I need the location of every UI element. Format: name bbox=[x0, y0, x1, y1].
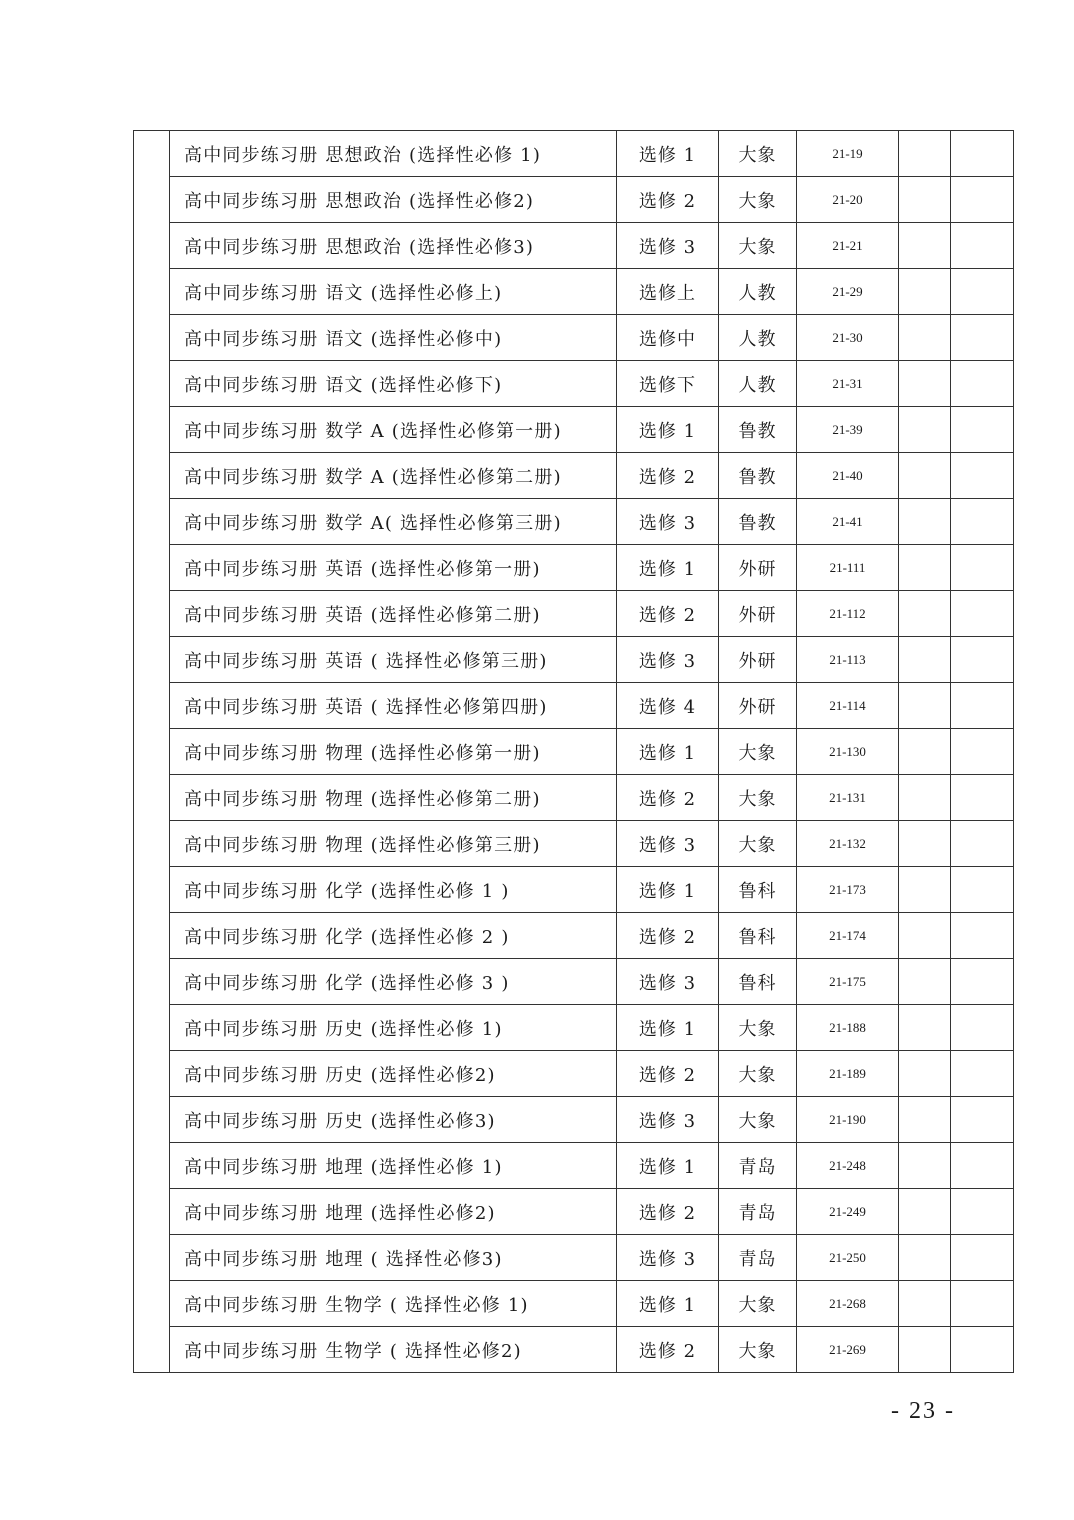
blank-cell-b bbox=[951, 821, 1014, 867]
blank-cell-a bbox=[899, 315, 951, 361]
table-row bbox=[134, 821, 1014, 867]
blank-cell-b bbox=[951, 177, 1014, 223]
book-title-cell: 高中同步练习册 语文 (选择性必修中) bbox=[170, 315, 617, 361]
volume-cell: 选修 3 bbox=[617, 499, 719, 545]
book-title-cell: 高中同步练习册 地理 ( 选择性必修3) bbox=[170, 1235, 617, 1281]
blank-cell-a bbox=[899, 407, 951, 453]
blank-cell-a bbox=[899, 1327, 951, 1373]
blank-cell-a bbox=[899, 637, 951, 683]
blank-cell-b bbox=[951, 959, 1014, 1005]
blank-cell-b bbox=[951, 637, 1014, 683]
blank-cell-a bbox=[899, 453, 951, 499]
publisher-cell: 人教 bbox=[719, 315, 797, 361]
blank-cell-b bbox=[951, 867, 1014, 913]
volume-cell: 选修 3 bbox=[617, 1097, 719, 1143]
blank-cell-a bbox=[899, 591, 951, 637]
publisher-cell: 鲁教 bbox=[719, 407, 797, 453]
publisher-cell: 青岛 bbox=[719, 1143, 797, 1189]
blank-cell-a bbox=[899, 821, 951, 867]
catalog-code-cell: 21-190 bbox=[797, 1097, 899, 1143]
table-row bbox=[134, 361, 1014, 407]
blank-cell-b bbox=[951, 1051, 1014, 1097]
publisher-cell: 外研 bbox=[719, 591, 797, 637]
blank-cell-a bbox=[899, 775, 951, 821]
volume-cell: 选修 4 bbox=[617, 683, 719, 729]
table-row bbox=[134, 177, 1014, 223]
blank-cell-a bbox=[899, 1097, 951, 1143]
publisher-cell: 人教 bbox=[719, 361, 797, 407]
book-title-cell: 高中同步练习册 语文 (选择性必修下) bbox=[170, 361, 617, 407]
book-title-cell: 高中同步练习册 物理 (选择性必修第一册) bbox=[170, 729, 617, 775]
blank-cell-a bbox=[899, 729, 951, 775]
volume-cell: 选修 2 bbox=[617, 1327, 719, 1373]
catalog-code-cell: 21-249 bbox=[797, 1189, 899, 1235]
book-title-cell: 高中同步练习册 英语 ( 选择性必修第四册) bbox=[170, 683, 617, 729]
table-row bbox=[134, 1005, 1014, 1051]
blank-cell-a bbox=[899, 177, 951, 223]
publisher-cell: 大象 bbox=[719, 1051, 797, 1097]
volume-cell: 选修 2 bbox=[617, 591, 719, 637]
publisher-cell: 大象 bbox=[719, 1327, 797, 1373]
blank-cell-b bbox=[951, 1143, 1014, 1189]
publisher-cell: 青岛 bbox=[719, 1189, 797, 1235]
volume-cell: 选修 1 bbox=[617, 545, 719, 591]
catalog-code-cell: 21-188 bbox=[797, 1005, 899, 1051]
table-row bbox=[134, 269, 1014, 315]
volume-cell: 选修 1 bbox=[617, 131, 719, 177]
volume-cell: 选修上 bbox=[617, 269, 719, 315]
blank-cell-a bbox=[899, 545, 951, 591]
catalog-code-cell: 21-19 bbox=[797, 131, 899, 177]
catalog-code-cell: 21-174 bbox=[797, 913, 899, 959]
table-row bbox=[134, 499, 1014, 545]
blank-cell-b bbox=[951, 499, 1014, 545]
book-title-cell: 高中同步练习册 历史 (选择性必修3) bbox=[170, 1097, 617, 1143]
blank-cell-b bbox=[951, 1097, 1014, 1143]
catalog-code-cell: 21-132 bbox=[797, 821, 899, 867]
publisher-cell: 大象 bbox=[719, 131, 797, 177]
publisher-cell: 大象 bbox=[719, 821, 797, 867]
book-title-cell: 高中同步练习册 地理 (选择性必修 1) bbox=[170, 1143, 617, 1189]
publisher-cell: 外研 bbox=[719, 545, 797, 591]
catalog-code-cell: 21-30 bbox=[797, 315, 899, 361]
publisher-cell: 鲁科 bbox=[719, 959, 797, 1005]
blank-cell-b bbox=[951, 1281, 1014, 1327]
table-row bbox=[134, 1189, 1014, 1235]
volume-cell: 选修 1 bbox=[617, 1281, 719, 1327]
catalog-code-cell: 21-189 bbox=[797, 1051, 899, 1097]
page-number: - 23 - bbox=[891, 1398, 955, 1424]
blank-cell-b bbox=[951, 315, 1014, 361]
blank-cell-b bbox=[951, 361, 1014, 407]
publisher-cell: 外研 bbox=[719, 637, 797, 683]
book-title-cell: 高中同步练习册 英语 ( 选择性必修第三册) bbox=[170, 637, 617, 683]
catalog-code-cell: 21-40 bbox=[797, 453, 899, 499]
catalog-code-cell: 21-114 bbox=[797, 683, 899, 729]
book-title-cell: 高中同步练习册 数学 A (选择性必修第二册) bbox=[170, 453, 617, 499]
table-row bbox=[134, 913, 1014, 959]
book-title-cell: 高中同步练习册 历史 (选择性必修2) bbox=[170, 1051, 617, 1097]
book-title-cell: 高中同步练习册 思想政治 (选择性必修 1) bbox=[170, 131, 617, 177]
book-title-cell: 高中同步练习册 英语 (选择性必修第一册) bbox=[170, 545, 617, 591]
blank-cell-a bbox=[899, 499, 951, 545]
blank-cell-a bbox=[899, 1051, 951, 1097]
volume-cell: 选修 1 bbox=[617, 867, 719, 913]
table-row bbox=[134, 453, 1014, 499]
table-row bbox=[134, 131, 1014, 177]
publisher-cell: 青岛 bbox=[719, 1235, 797, 1281]
table-row bbox=[134, 545, 1014, 591]
table-row bbox=[134, 407, 1014, 453]
volume-cell: 选修 3 bbox=[617, 959, 719, 1005]
volume-cell: 选修 1 bbox=[617, 1005, 719, 1051]
publisher-cell: 鲁科 bbox=[719, 913, 797, 959]
table-body bbox=[134, 131, 1014, 1373]
book-title-cell: 高中同步练习册 英语 (选择性必修第二册) bbox=[170, 591, 617, 637]
catalog-code-cell: 21-41 bbox=[797, 499, 899, 545]
volume-cell: 选修下 bbox=[617, 361, 719, 407]
catalog-code-cell: 21-21 bbox=[797, 223, 899, 269]
blank-cell-b bbox=[951, 1235, 1014, 1281]
publisher-cell: 鲁教 bbox=[719, 453, 797, 499]
publisher-cell: 大象 bbox=[719, 775, 797, 821]
blank-cell-a bbox=[899, 1235, 951, 1281]
publisher-cell: 外研 bbox=[719, 683, 797, 729]
catalog-code-cell: 21-268 bbox=[797, 1281, 899, 1327]
publisher-cell: 鲁教 bbox=[719, 499, 797, 545]
volume-cell: 选修 1 bbox=[617, 407, 719, 453]
volume-cell: 选修 2 bbox=[617, 1051, 719, 1097]
blank-cell-b bbox=[951, 131, 1014, 177]
volume-cell: 选修 3 bbox=[617, 1235, 719, 1281]
table-row bbox=[134, 1235, 1014, 1281]
table-row bbox=[134, 1327, 1014, 1373]
volume-cell: 选修中 bbox=[617, 315, 719, 361]
blank-cell-a bbox=[899, 131, 951, 177]
blank-cell-a bbox=[899, 1189, 951, 1235]
book-title-cell: 高中同步练习册 化学 (选择性必修 3 ) bbox=[170, 959, 617, 1005]
blank-cell-a bbox=[899, 1143, 951, 1189]
book-title-cell: 高中同步练习册 物理 (选择性必修第二册) bbox=[170, 775, 617, 821]
book-title-cell: 高中同步练习册 语文 (选择性必修上) bbox=[170, 269, 617, 315]
blank-cell-b bbox=[951, 1005, 1014, 1051]
volume-cell: 选修 2 bbox=[617, 1189, 719, 1235]
blank-cell-b bbox=[951, 545, 1014, 591]
publisher-cell: 大象 bbox=[719, 729, 797, 775]
publisher-cell: 人教 bbox=[719, 269, 797, 315]
book-title-cell: 高中同步练习册 思想政治 (选择性必修3) bbox=[170, 223, 617, 269]
catalog-code-cell: 21-269 bbox=[797, 1327, 899, 1373]
blank-cell-b bbox=[951, 729, 1014, 775]
catalog-code-cell: 21-130 bbox=[797, 729, 899, 775]
catalog-code-cell: 21-250 bbox=[797, 1235, 899, 1281]
catalog-code-cell: 21-39 bbox=[797, 407, 899, 453]
book-title-cell: 高中同步练习册 生物学 ( 选择性必修2) bbox=[170, 1327, 617, 1373]
table-row bbox=[134, 775, 1014, 821]
book-title-cell: 高中同步练习册 思想政治 (选择性必修2) bbox=[170, 177, 617, 223]
blank-cell-a bbox=[899, 1005, 951, 1051]
table-row bbox=[134, 683, 1014, 729]
book-title-cell: 高中同步练习册 生物学 ( 选择性必修 1) bbox=[170, 1281, 617, 1327]
book-title-cell: 高中同步练习册 数学 A (选择性必修第一册) bbox=[170, 407, 617, 453]
blank-cell-a bbox=[899, 913, 951, 959]
catalog-code-cell: 21-31 bbox=[797, 361, 899, 407]
catalog-code-cell: 21-111 bbox=[797, 545, 899, 591]
blank-cell-b bbox=[951, 1189, 1014, 1235]
volume-cell: 选修 1 bbox=[617, 1143, 719, 1189]
blank-cell-b bbox=[951, 1327, 1014, 1373]
volume-cell: 选修 3 bbox=[617, 223, 719, 269]
catalog-code-cell: 21-20 bbox=[797, 177, 899, 223]
table-row bbox=[134, 1051, 1014, 1097]
table-row bbox=[134, 1143, 1014, 1189]
publisher-cell: 大象 bbox=[719, 1281, 797, 1327]
publisher-cell: 大象 bbox=[719, 177, 797, 223]
catalog-code-cell: 21-112 bbox=[797, 591, 899, 637]
table-row bbox=[134, 637, 1014, 683]
book-title-cell: 高中同步练习册 物理 (选择性必修第三册) bbox=[170, 821, 617, 867]
publisher-cell: 大象 bbox=[719, 1097, 797, 1143]
blank-cell-a bbox=[899, 223, 951, 269]
publisher-cell: 大象 bbox=[719, 1005, 797, 1051]
book-title-cell: 高中同步练习册 历史 (选择性必修 1) bbox=[170, 1005, 617, 1051]
table-row bbox=[134, 315, 1014, 361]
catalog-code-cell: 21-175 bbox=[797, 959, 899, 1005]
blank-cell-b bbox=[951, 913, 1014, 959]
blank-cell-a bbox=[899, 683, 951, 729]
volume-cell: 选修 2 bbox=[617, 177, 719, 223]
catalog-code-cell: 21-131 bbox=[797, 775, 899, 821]
blank-cell-b bbox=[951, 775, 1014, 821]
catalog-code-cell: 21-248 bbox=[797, 1143, 899, 1189]
catalog-code-cell: 21-173 bbox=[797, 867, 899, 913]
volume-cell: 选修 2 bbox=[617, 453, 719, 499]
blank-cell-a bbox=[899, 1281, 951, 1327]
category-cell bbox=[134, 131, 170, 1373]
volume-cell: 选修 2 bbox=[617, 775, 719, 821]
table-row bbox=[134, 959, 1014, 1005]
book-title-cell: 高中同步练习册 地理 (选择性必修2) bbox=[170, 1189, 617, 1235]
table-row bbox=[134, 867, 1014, 913]
catalog-code-cell: 21-113 bbox=[797, 637, 899, 683]
blank-cell-a bbox=[899, 269, 951, 315]
table-row bbox=[134, 1281, 1014, 1327]
book-title-cell: 高中同步练习册 数学 A( 选择性必修第三册) bbox=[170, 499, 617, 545]
blank-cell-b bbox=[951, 223, 1014, 269]
catalog-code-cell: 21-29 bbox=[797, 269, 899, 315]
blank-cell-b bbox=[951, 591, 1014, 637]
blank-cell-b bbox=[951, 683, 1014, 729]
book-title-cell: 高中同步练习册 化学 (选择性必修 1 ) bbox=[170, 867, 617, 913]
table-row bbox=[134, 1097, 1014, 1143]
publisher-cell: 鲁科 bbox=[719, 867, 797, 913]
volume-cell: 选修 3 bbox=[617, 821, 719, 867]
table-row bbox=[134, 729, 1014, 775]
table-row bbox=[134, 223, 1014, 269]
blank-cell-b bbox=[951, 407, 1014, 453]
publisher-cell: 大象 bbox=[719, 223, 797, 269]
table-row bbox=[134, 591, 1014, 637]
blank-cell-b bbox=[951, 453, 1014, 499]
blank-cell-a bbox=[899, 361, 951, 407]
volume-cell: 选修 1 bbox=[617, 729, 719, 775]
blank-cell-a bbox=[899, 867, 951, 913]
blank-cell-b bbox=[951, 269, 1014, 315]
book-list-table bbox=[133, 130, 1014, 1373]
book-title-cell: 高中同步练习册 化学 (选择性必修 2 ) bbox=[170, 913, 617, 959]
blank-cell-a bbox=[899, 959, 951, 1005]
volume-cell: 选修 3 bbox=[617, 637, 719, 683]
volume-cell: 选修 2 bbox=[617, 913, 719, 959]
